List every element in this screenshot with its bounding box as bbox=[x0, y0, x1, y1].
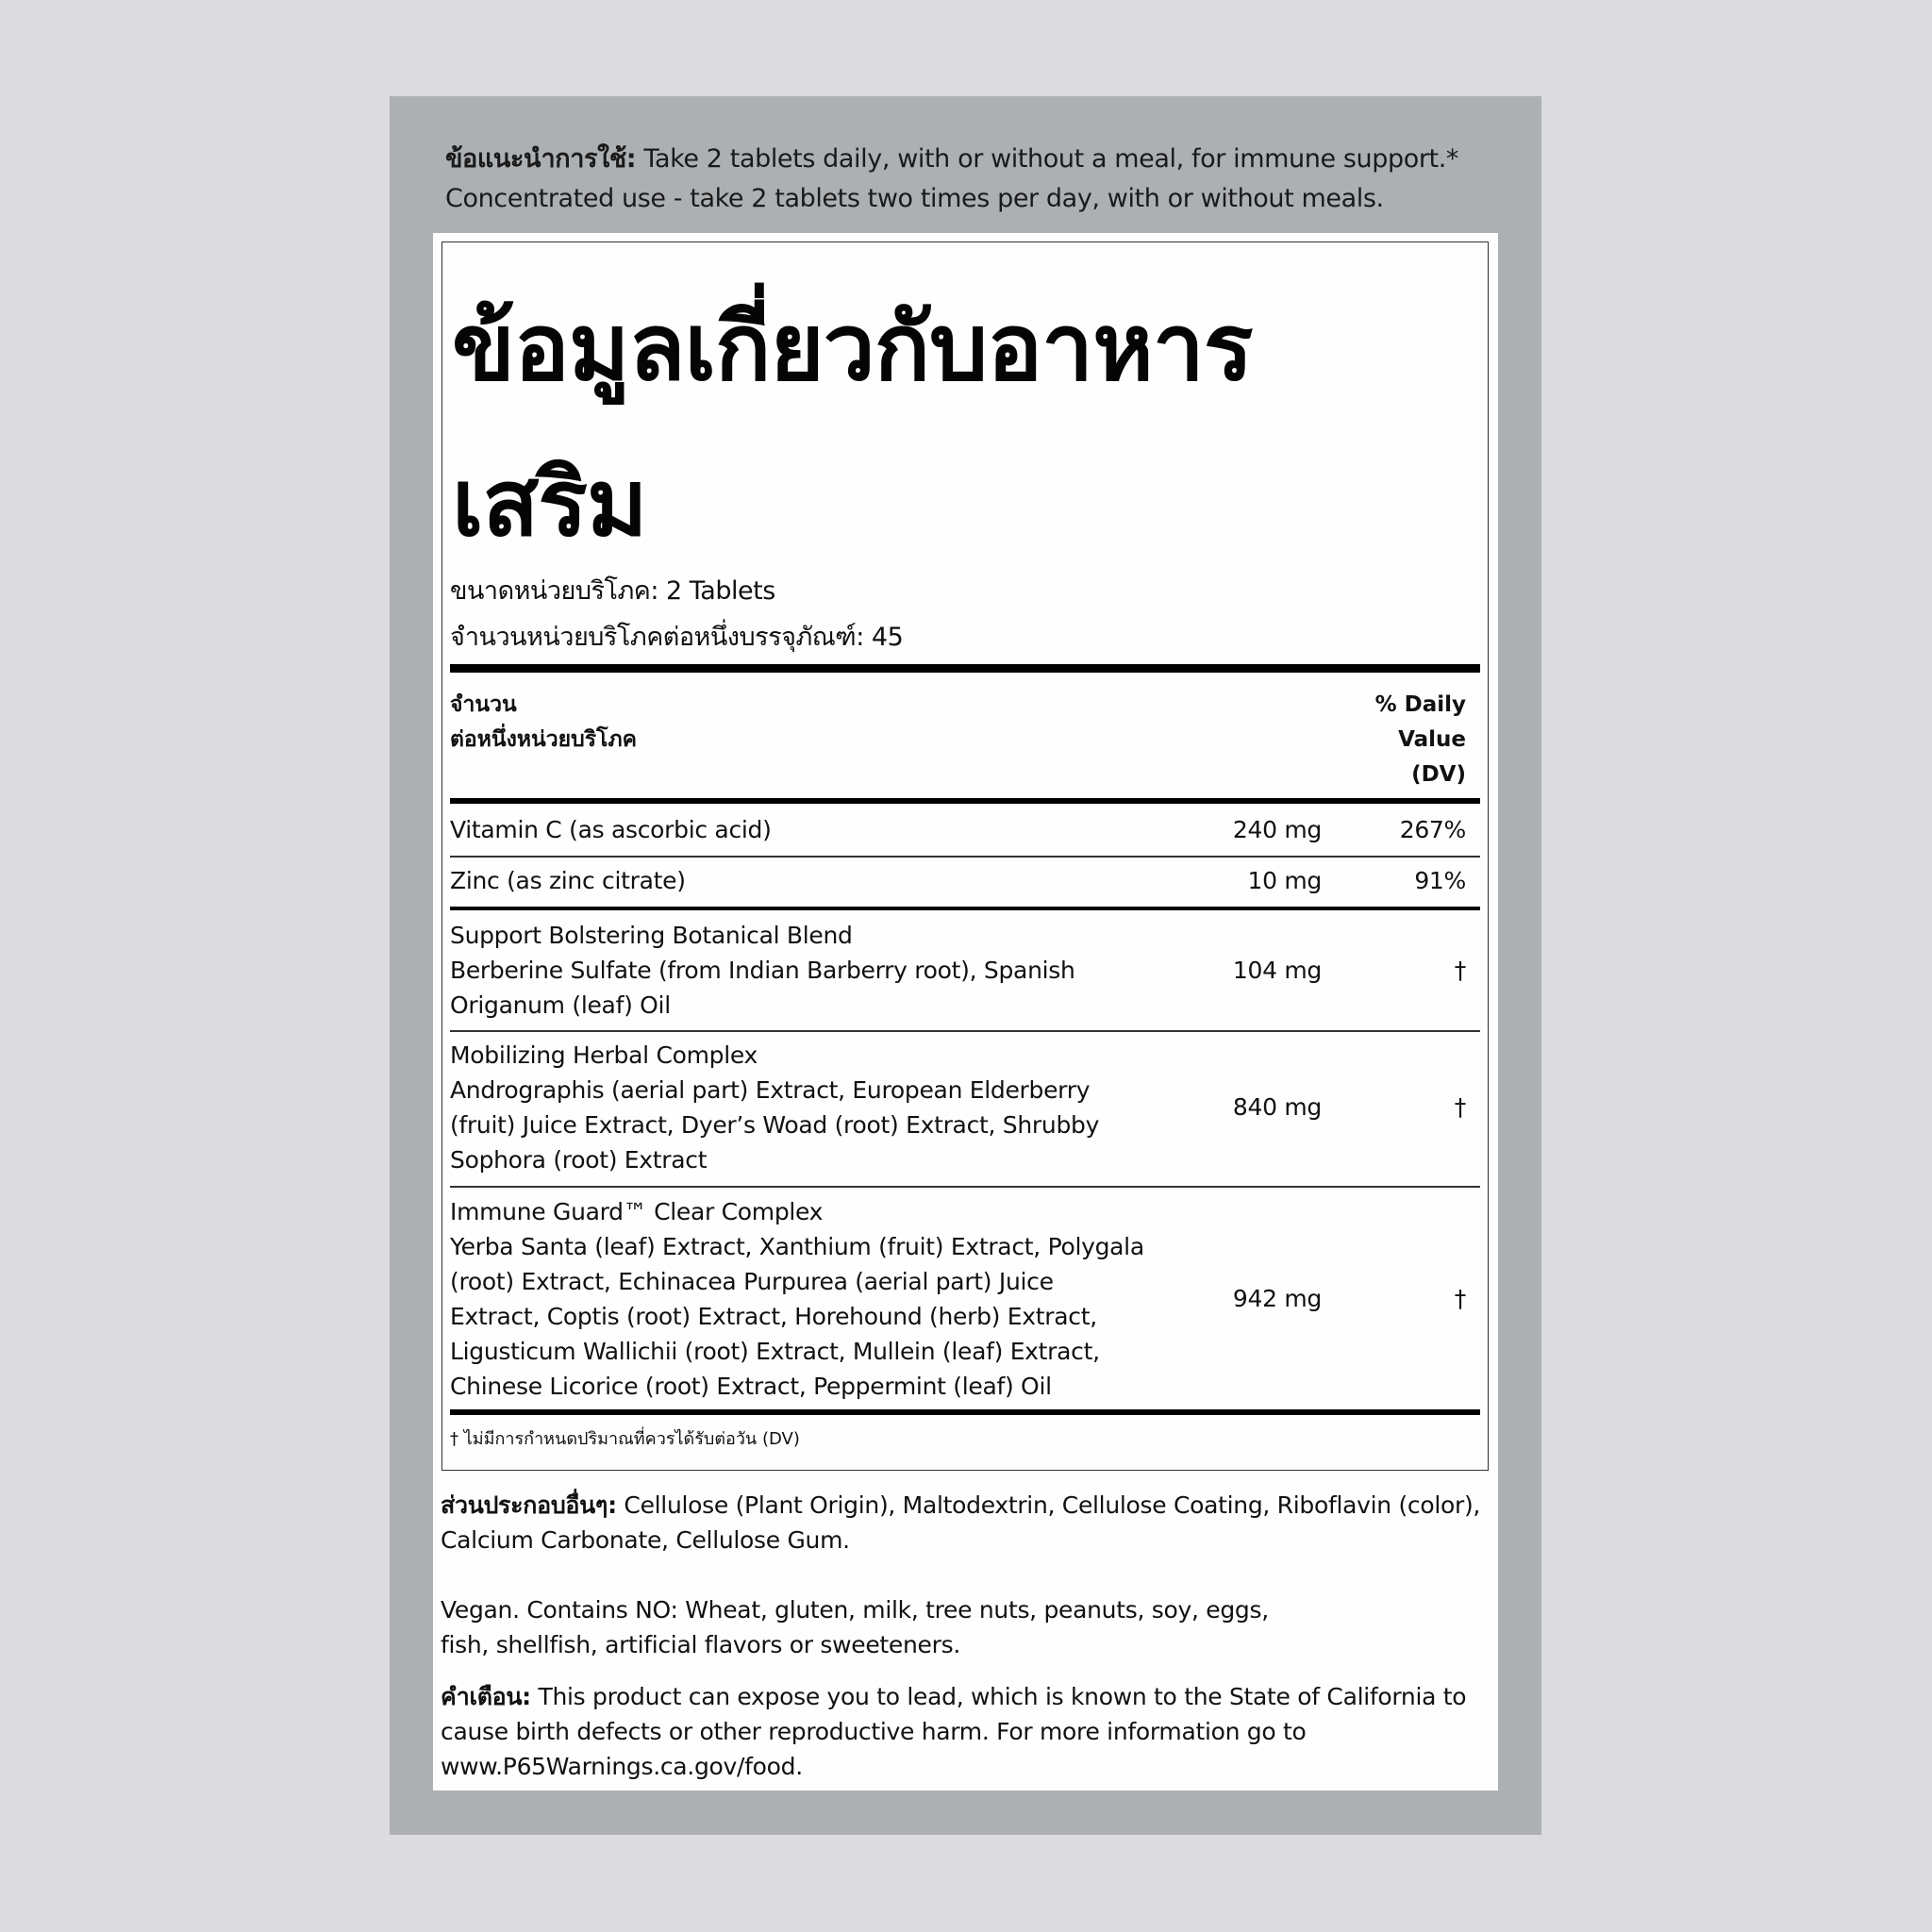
serving-size: ขนาดหน่วยบริโภค: 2 Tablets bbox=[450, 576, 775, 606]
blend-title: Support Bolstering Botanical Blend bbox=[450, 922, 853, 949]
facts-panel bbox=[433, 233, 1498, 1790]
facts-title bbox=[452, 271, 1252, 582]
blend-row bbox=[450, 918, 1480, 1023]
title-line2: เสริม bbox=[452, 450, 647, 558]
title-line1: ข้อมูลเกี่ยวกับอาหาร bbox=[452, 294, 1253, 402]
nutrient-dv: 267% bbox=[1399, 816, 1466, 843]
header-dv-2: Value bbox=[1398, 727, 1466, 752]
blend-ingredients: Berberine Sulfate (from Indian Barberry root), Spanish Origanum (leaf) Oil bbox=[450, 957, 1075, 1019]
label-panel bbox=[390, 96, 1541, 1835]
header-amount-2: ต่อหนึ่งหน่วยบริโภค bbox=[450, 727, 637, 752]
blend-amount: 104 mg bbox=[1232, 957, 1322, 984]
allergen-statement: Vegan. Contains NO: Wheat, gluten, milk, tree nuts, peanuts, soy, eggs, fish, shellfish, artificial flavors or sweeteners. bbox=[441, 1596, 1269, 1658]
nutrient-name: Zinc (as zinc citrate) bbox=[450, 867, 686, 894]
divider-medium bbox=[450, 798, 1480, 804]
blend-ingredients: Andrographis (aerial part) Extract, European Elderberry (fruit) Juice Extract, Dyer’s Woad (root) Extract, Shrubby Sophora (root) Extract bbox=[450, 1076, 1100, 1174]
directions bbox=[445, 140, 1530, 219]
directions-line1: Take 2 tablets daily, with or without a meal, for immune support.* bbox=[643, 144, 1458, 174]
divider-thin bbox=[450, 856, 1480, 858]
other-ingredients bbox=[441, 1488, 1488, 1557]
blend-title: Mobilizing Herbal Complex bbox=[450, 1041, 758, 1069]
servings-per-container: จำนวนหน่วยบริโภคต่อหนึ่งบรรจุภัณฑ์: 45 bbox=[450, 623, 904, 652]
blend-dv: † bbox=[1454, 957, 1466, 984]
nutrient-amount: 10 mg bbox=[1247, 867, 1322, 894]
blend-dv: † bbox=[1454, 1093, 1466, 1121]
blend-ingredients: Yerba Santa (leaf) Extract, Xanthium (fruit) Extract, Polygala (root) Extract, Echinacea Purpurea (aerial part) Juice Extract, Coptis (root) Extract, Horehound (herb) Extract, Ligusticum Wallichii (root) Extract, Mullein (leaf) Extract, Chinese Licorice (root) Extract, Peppermint (leaf) Oil bbox=[450, 1233, 1144, 1400]
divider-medium bbox=[450, 907, 1480, 910]
blend-title: Immune Guard™ Clear Complex bbox=[450, 1198, 824, 1225]
nutrient-dv: 91% bbox=[1414, 867, 1466, 894]
other-ingredients-text: Cellulose (Plant Origin), Maltodextrin, Cellulose Coating, Riboflavin (color), Calcium Carbonate, Cellulose Gum. bbox=[441, 1491, 1481, 1554]
header-amount-1: จำนวน bbox=[450, 692, 517, 717]
nutrient-name: Vitamin C (as ascorbic acid) bbox=[450, 816, 772, 843]
table-row bbox=[450, 812, 1480, 847]
divider-thin bbox=[450, 1030, 1480, 1032]
other-ingredients-label: ส่วนประกอบอื่นๆ: bbox=[441, 1491, 617, 1519]
blend-amount: 942 mg bbox=[1232, 1285, 1322, 1312]
blend-row bbox=[450, 1038, 1480, 1177]
blend-amount: 840 mg bbox=[1232, 1093, 1322, 1121]
blend-row bbox=[450, 1194, 1480, 1404]
warning bbox=[441, 1679, 1488, 1784]
blend-dv: † bbox=[1454, 1285, 1466, 1312]
warning-text: This product can expose you to lead, which is known to the State of California to cause birth defects or other reproductive harm. For more information go to www.P65Warnings.ca.gov/food. bbox=[441, 1683, 1467, 1780]
divider-thick bbox=[450, 664, 1480, 673]
directions-label: ข้อแนะนำการใช้: bbox=[445, 144, 637, 174]
nutrient-amount: 240 mg bbox=[1232, 816, 1322, 843]
table-row bbox=[450, 863, 1480, 898]
footnote: † ไม่มีการกำหนดปริมาณที่ควรได้รับต่อวัน (DV) bbox=[450, 1429, 800, 1449]
header-dv bbox=[1375, 688, 1466, 792]
header-dv-1: % Daily bbox=[1374, 692, 1466, 717]
divider-medium bbox=[450, 1409, 1480, 1415]
directions-line2: Concentrated use - take 2 tablets two times per day, with or without meals. bbox=[445, 184, 1384, 213]
header-amount bbox=[450, 688, 637, 758]
header-dv-3: (DV) bbox=[1411, 762, 1466, 787]
divider-thin bbox=[450, 1186, 1480, 1188]
warning-label: คำเตือน: bbox=[441, 1683, 531, 1710]
supplement-facts-box bbox=[441, 242, 1489, 1471]
